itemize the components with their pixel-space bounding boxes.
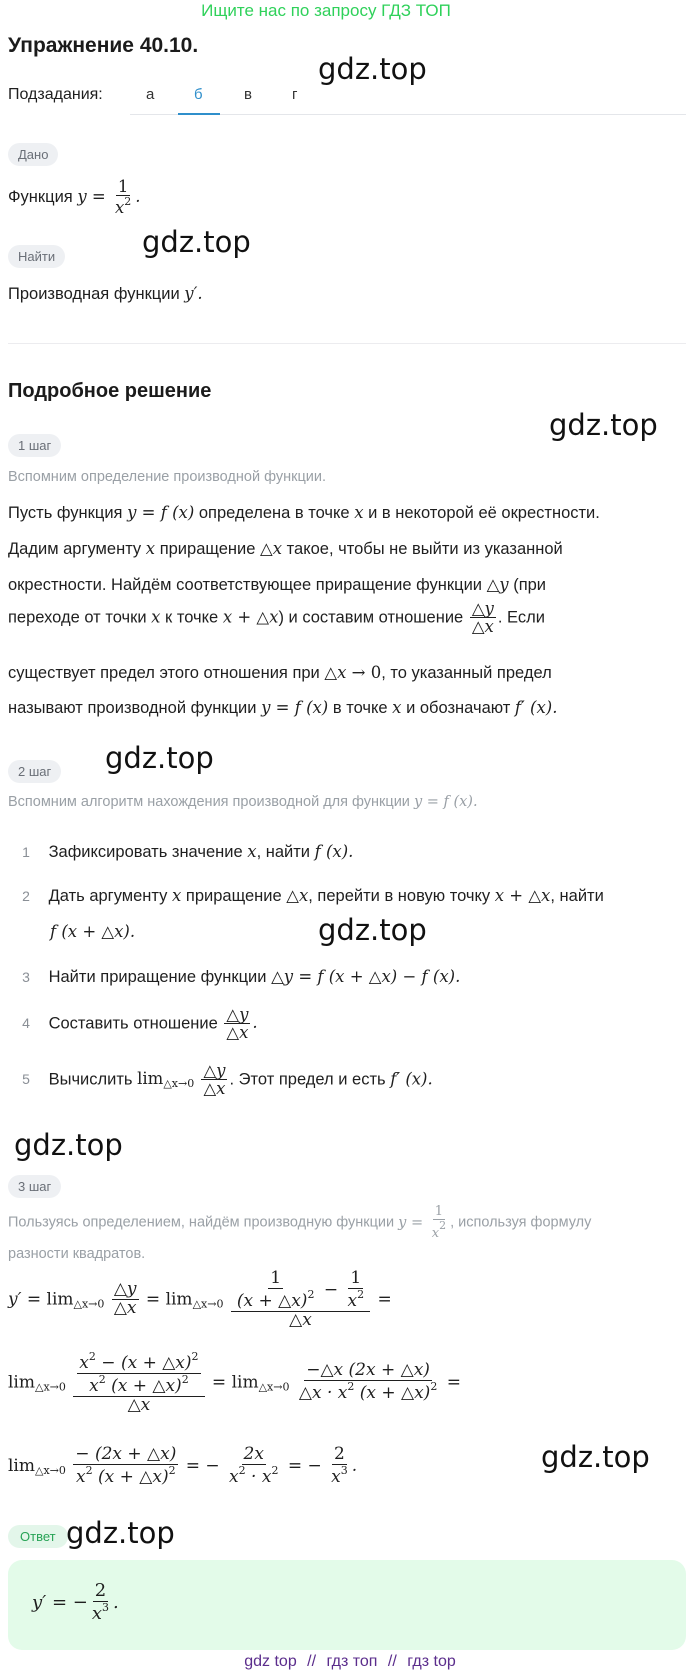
exercise-title: Упражнение 40.10. (8, 34, 199, 57)
f: f′ (x). (514, 698, 558, 717)
f: $\lim_{\triangle x\to 0}$ $\frac{\triangle y}{\triangle x}$ (137, 1061, 226, 1099)
t: существует предел этого отношения при (8, 664, 320, 682)
t: называют производной функции (8, 699, 257, 717)
step1-badge: 1 шаг (8, 434, 61, 457)
answer-formula: y′ = − $\frac{2}{x^3}$ . (32, 1580, 119, 1624)
section-divider (8, 343, 686, 344)
subtasks-label: Подзадания: (8, 86, 103, 103)
step1-line3 (8, 575, 546, 595)
f: y = f (x) (261, 698, 329, 717)
footer-separator: // (387, 1653, 397, 1670)
list-item (8, 842, 353, 862)
t: такое, чтобы не выйти из указанной (286, 540, 563, 558)
list-item (8, 1062, 433, 1098)
t: , найти (550, 887, 604, 905)
list-item-cont: f (x + △x). (50, 922, 136, 941)
step1-line1 (8, 503, 600, 523)
step1-line2 (8, 539, 563, 559)
t: Вычислить (48, 1070, 133, 1089)
f: $\frac{\triangle y}{\triangle x}$ (471, 599, 494, 637)
f: △x (260, 539, 283, 558)
watermark: gdz.top (14, 1128, 123, 1162)
f: x (171, 886, 182, 905)
watermark: gdz.top (541, 1440, 650, 1474)
f: x (354, 503, 364, 522)
list-item (8, 886, 604, 906)
watermark: gdz.top (105, 741, 214, 775)
t: Найти приращение функции (48, 968, 267, 986)
list-num: 3 (22, 969, 30, 985)
f: x (151, 607, 161, 627)
list-item (8, 1006, 258, 1042)
t: . Этот предел и есть (229, 1070, 386, 1089)
t: Составить отношение (48, 1014, 218, 1033)
t: ) и составим отношение (278, 608, 464, 627)
given-formula: y = $\frac{1}{x^2}$ . (77, 177, 141, 218)
tab-v[interactable]: в (244, 86, 252, 103)
tab-b[interactable]: б (194, 86, 203, 103)
derivation-line2: $\lim_{\triangle x\to 0}$ $\frac{\frac{x^2 - (x + \triangle x)^2}{x^2 (x + \triangle x)^2}}{\triangle x}$ = $\lim_{\triangle x\to 0}$ $\frac{-\triangle x (2x + \triangle x)}{\triangle x \cdot x^2 (x + \triangle x)^2}$ = (8, 1350, 461, 1415)
solution-title: Подробное решение (8, 380, 212, 402)
step1-line6 (8, 698, 557, 718)
step3-badge: 3 шаг (8, 1175, 61, 1198)
list-num: 4 (22, 1015, 30, 1032)
footer-separator: // (307, 1653, 317, 1670)
answer-badge: Ответ (8, 1525, 68, 1548)
t: . Если (497, 608, 545, 627)
find-badge: Найти (8, 245, 65, 268)
t: и обозначают (406, 699, 511, 717)
t: , то указанный предел (381, 664, 552, 682)
step2-badge: 2 шаг (8, 760, 61, 783)
step3-intro (8, 1205, 591, 1240)
f: x + △x (494, 886, 551, 905)
f: x (247, 842, 257, 861)
t: приращение (159, 540, 256, 558)
t: Вспомним алгоритм нахождения производной для функции (8, 794, 410, 810)
t: окрестности. Найдём соответствующее приращение функции (8, 576, 482, 594)
step1-line5 (8, 663, 552, 683)
top-banner[interactable]: Ищите нас по запросу ГДЗ ТОП (201, 1, 451, 20)
t: к точке (165, 608, 219, 627)
t: , используя формулу (450, 1214, 592, 1231)
list-num: 1 (22, 844, 30, 860)
f: f′ (x). (390, 1069, 433, 1089)
t: , найти (256, 843, 311, 861)
footer-link[interactable]: гдз top (407, 1653, 456, 1670)
t: (при (513, 576, 547, 594)
f: y = f (x) (127, 503, 195, 522)
t: , перейти в новую точку (308, 887, 491, 905)
t: Пользуясь определением, найдём производную функции (8, 1214, 395, 1231)
watermark: gdz.top (318, 52, 427, 86)
f: △x (286, 886, 309, 905)
f: △y (486, 575, 509, 594)
t: Зафиксировать значение (48, 843, 243, 861)
watermark: gdz.top (549, 408, 658, 442)
t: в точке (332, 699, 388, 717)
t: Дать аргументу (48, 887, 168, 905)
t: приращение (185, 887, 282, 905)
answer-box (8, 1560, 686, 1650)
t: переходе от точки (8, 608, 147, 627)
f: y = f (x). (413, 794, 478, 810)
f: △x → 0 (324, 663, 382, 682)
f: y = $\frac{1}{x^2}$ (398, 1204, 447, 1241)
tab-active-underline (178, 113, 220, 115)
step2-intro (8, 794, 478, 810)
f: x (392, 698, 402, 717)
t: и в некоторой её окрестности. (368, 504, 600, 522)
t: Пусть функция (8, 504, 123, 522)
given-text (8, 178, 141, 217)
footer-link[interactable]: gdz top (244, 1653, 297, 1670)
f: x + △x (222, 607, 279, 627)
footer-links (0, 1653, 700, 1671)
find-text (8, 284, 203, 304)
watermark: gdz.top (142, 225, 251, 259)
step1-intro: Вспомним определение производной функции. (8, 469, 326, 485)
f: x (145, 539, 156, 558)
given-label: Функция (8, 187, 73, 206)
f: f (x). (314, 842, 354, 861)
list-item (8, 967, 460, 987)
watermark: gdz.top (318, 913, 427, 947)
tab-g[interactable]: г (292, 86, 298, 103)
t: Дадим аргументу (8, 540, 142, 558)
given-badge: Дано (8, 143, 58, 166)
find-formula: y′. (184, 284, 203, 303)
derivation-line1: $y' = \lim_{\triangle x\to 0}$ $\frac{\triangle y}{\triangle x}$ = $\lim_{\triangle x\to 0}$ $\frac{1}{(x + \triangle x)^2}$ − $\frac{1}{x^2}$ △x = (8, 1268, 392, 1330)
list-num: 2 (22, 888, 30, 904)
find-label: Производная функции (8, 285, 180, 303)
f: △y = f (x + △x) − f (x). (271, 967, 461, 986)
tab-a[interactable]: а (146, 86, 155, 103)
step1-line4 (8, 600, 545, 636)
t: определена в точке (198, 504, 350, 522)
watermark: gdz.top (66, 1516, 175, 1550)
list-num: 5 (22, 1071, 30, 1088)
derivation-line3: $\lim_{\triangle x\to 0}$ $\frac{- (2x + \triangle x)}{x^2 (x + \triangle x)^2}$ = − $\frac{2x}{x^2 \cdot x^2}$ = − $\frac{2}{x^3}$ . (8, 1444, 358, 1487)
footer-link[interactable]: гдз топ (326, 1653, 378, 1670)
step3-intro2: разности квадратов. (8, 1246, 146, 1262)
f: $\frac{\triangle y}{\triangle x}$ . (226, 1005, 258, 1043)
